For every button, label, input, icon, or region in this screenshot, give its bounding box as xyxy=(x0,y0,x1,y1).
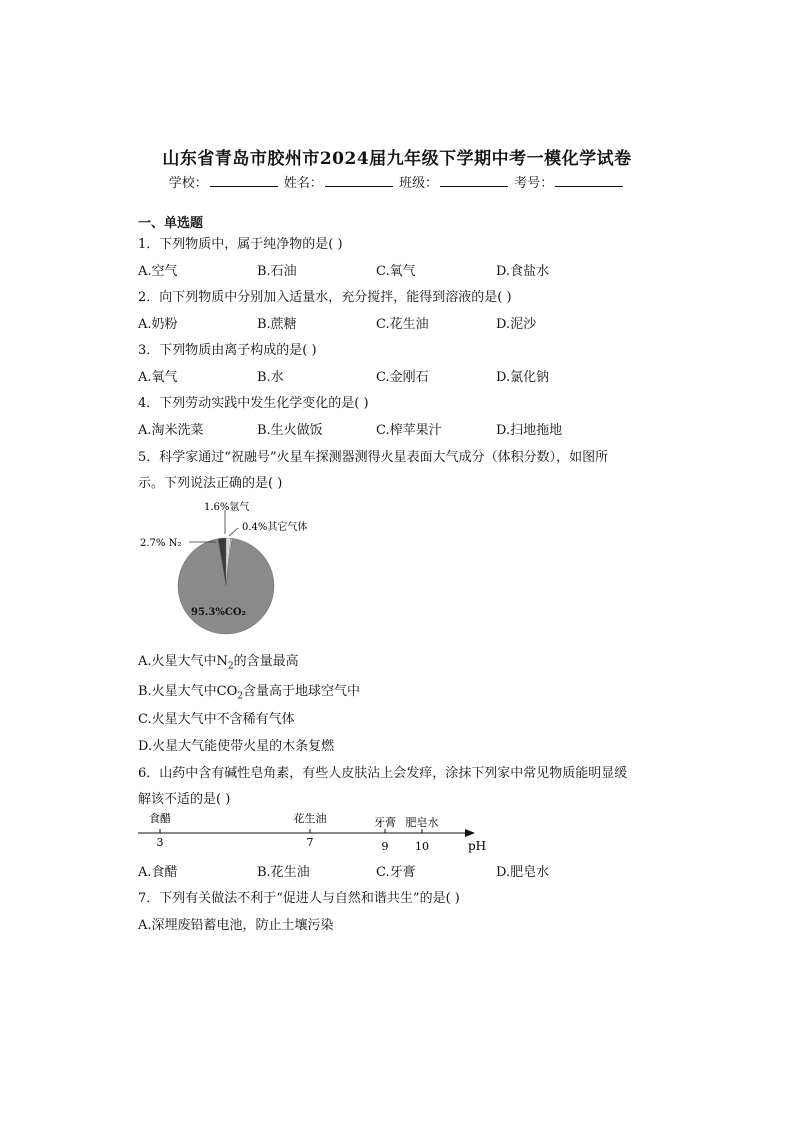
exam-no-blank[interactable] xyxy=(555,174,623,187)
school-blank[interactable] xyxy=(210,174,278,187)
q1-option-a: A.空气 xyxy=(138,264,178,279)
ph-mark-soap-water: 肥皂水 xyxy=(405,816,439,829)
ph-value-9: 9 xyxy=(381,840,389,853)
q5-option-d: D.火星大气能使带火星的木条复燃 xyxy=(138,739,335,754)
q5-option-c: C.火星大气中不含稀有气体 xyxy=(138,712,295,727)
question-3-stem: 3．下列物质由离子构成的是( ) xyxy=(138,343,317,358)
ph-mark-toothpaste: 牙膏 xyxy=(374,816,396,829)
pie-label-co2: 95.3%CO₂ xyxy=(191,607,246,618)
q4-option-b: B.生火做饭 xyxy=(257,423,323,438)
ph-value-10: 10 xyxy=(415,840,429,853)
q6-option-a: A.食醋 xyxy=(138,865,178,880)
q1-option-b: B.石油 xyxy=(257,264,297,279)
q2-option-a: A.奶粉 xyxy=(138,317,178,332)
pie-label-other: 0.4%其它气体 xyxy=(242,522,308,533)
class-blank[interactable] xyxy=(440,174,508,187)
question-2-stem: 2．向下列物质中分别加入适量水，充分搅拌，能得到溶液的是( ) xyxy=(138,290,512,305)
ph-mark-vinegar: 食醋 xyxy=(149,812,171,825)
q4-option-a: A.淘米洗菜 xyxy=(138,423,204,438)
other-leader-line xyxy=(229,528,238,536)
question-6-stem-line2: 解该不适的是( ) xyxy=(138,792,231,807)
section-heading: 一、单选题 xyxy=(138,216,204,231)
question-5-stem-line1: 5．科学家通过“祝融号”火星车探测器测得火星表面大气成分（体积分数），如图所 xyxy=(138,450,609,465)
q6-option-d: D.肥皂水 xyxy=(496,865,550,880)
question-1-stem: 1．下列物质中，属于纯净物的是( ) xyxy=(138,237,343,252)
ph-scale-diagram xyxy=(130,808,510,856)
name-label: 姓名： xyxy=(283,176,323,191)
q5-option-a: A.火星大气中$N_2$的含量最高 xyxy=(138,654,299,672)
mars-atmosphere-pie-chart xyxy=(130,494,360,644)
ph-mark-peanut-oil: 花生油 xyxy=(293,812,327,825)
class-label: 班级： xyxy=(399,176,439,191)
question-5-stem-line2: 示。下列说法正确的是( ) xyxy=(138,476,283,491)
q1-option-c: C.氧气 xyxy=(376,264,416,279)
exam-no-label: 考号： xyxy=(514,176,554,191)
q3-option-d: D.氯化钠 xyxy=(496,370,550,385)
q2-option-c: C.花生油 xyxy=(376,317,429,332)
q3-option-c: C.金刚石 xyxy=(376,370,429,385)
exam-title: 山东省青岛市胶州市2024届九年级下学期中考一模化学试卷 xyxy=(162,149,632,169)
q3-option-a: A.氧气 xyxy=(138,370,178,385)
q6-option-b: B.花生油 xyxy=(257,865,310,880)
pie-slices xyxy=(178,538,274,634)
name-blank[interactable] xyxy=(325,174,393,187)
q4-option-d: D.扫地拖地 xyxy=(496,423,563,438)
question-7-stem: 7．下列有关做法不利于“促进人与自然和谐共生”的是( ) xyxy=(138,891,460,906)
school-label: 学校： xyxy=(168,176,208,191)
q1-option-d: D.食盐水 xyxy=(496,264,550,279)
pie-label-n2: 2.7% N₂ xyxy=(140,538,182,549)
question-4-stem: 4．下列劳动实践中发生化学变化的是( ) xyxy=(138,396,369,411)
ph-axis-label: pH xyxy=(468,839,487,853)
q3-option-b: B.水 xyxy=(257,370,284,385)
q6-option-c: C.牙膏 xyxy=(376,865,416,880)
q7-option-a: A.深埋废铅蓄电池，防止土壤污染 xyxy=(138,918,334,933)
question-6-stem-line1: 6．山药中含有碱性皂角素，有些人皮肤沾上会发痒，涂抹下列家中常见物质能明显缓 xyxy=(138,766,628,781)
q2-option-b: B.蔗糖 xyxy=(257,317,297,332)
ph-axis-arrow xyxy=(465,829,475,837)
pie-label-ar: 1.6%氩气 xyxy=(204,502,250,513)
student-info-row xyxy=(0,172,794,191)
q5-option-b: B.火星大气中$CO_2$含量高于地球空气中 xyxy=(138,684,361,702)
ph-value-3: 3 xyxy=(156,836,164,849)
q4-option-c: C.榨苹果汁 xyxy=(376,423,442,438)
ph-value-7: 7 xyxy=(306,836,314,849)
q2-option-d: D.泥沙 xyxy=(496,317,537,332)
